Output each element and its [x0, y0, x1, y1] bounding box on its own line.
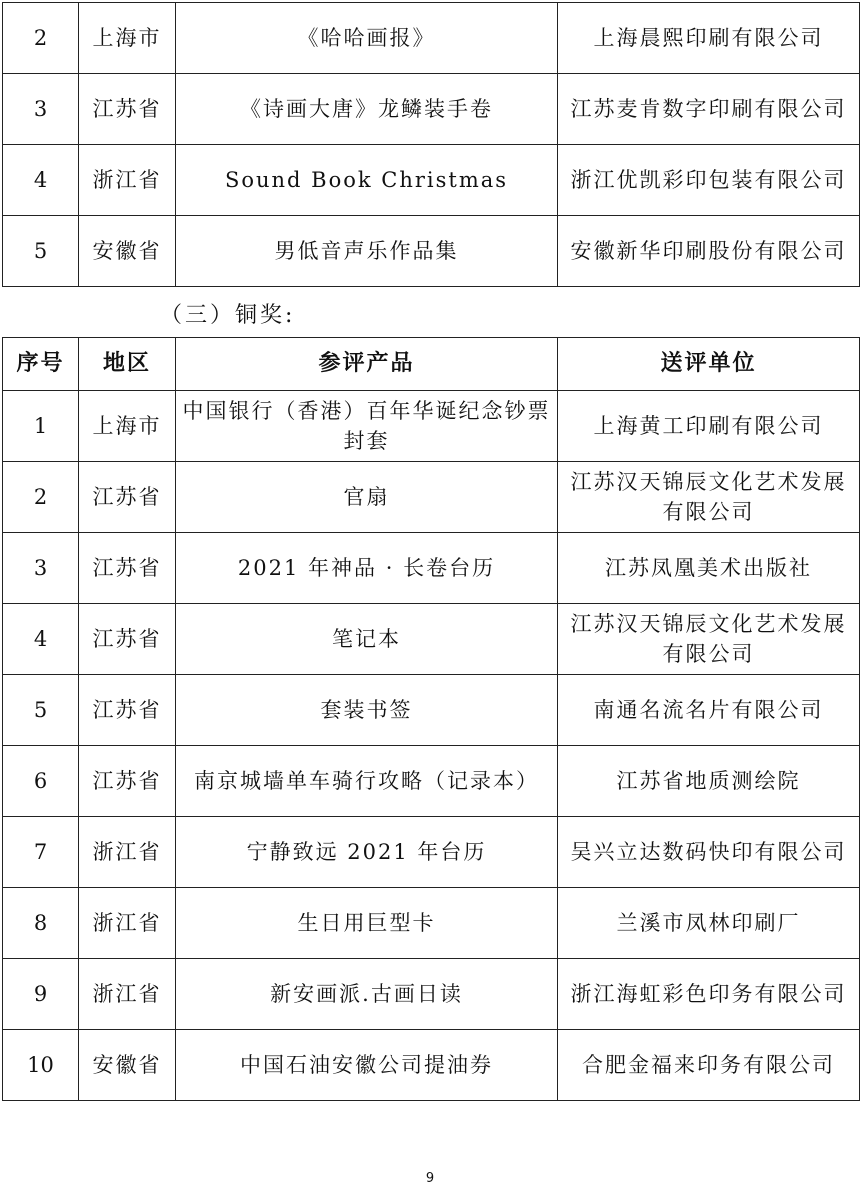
row-region: 安徽省 [79, 216, 176, 287]
row-product: Sound Book Christmas [176, 145, 558, 216]
row-number: 10 [3, 1030, 79, 1101]
row-number: 5 [3, 675, 79, 746]
header-number: 序号 [3, 338, 79, 391]
row-unit: 上海黄工印刷有限公司 [558, 391, 860, 462]
header-product: 参评产品 [176, 338, 558, 391]
table-row [3, 888, 860, 959]
row-region: 江苏省 [79, 533, 176, 604]
row-region: 江苏省 [79, 74, 176, 145]
row-unit: 浙江优凯彩印包装有限公司 [558, 145, 860, 216]
table-row [3, 746, 860, 817]
row-unit: 江苏省地质测绘院 [558, 746, 860, 817]
row-region: 江苏省 [79, 462, 176, 533]
row-region: 安徽省 [79, 1030, 176, 1101]
row-number: 2 [3, 3, 79, 74]
table-row [3, 391, 860, 462]
header-unit: 送评单位 [558, 338, 860, 391]
header-region: 地区 [79, 338, 176, 391]
row-product: 宁静致远 2021 年台历 [176, 817, 558, 888]
row-product: 男低音声乐作品集 [176, 216, 558, 287]
row-number: 2 [3, 462, 79, 533]
table-header-row [3, 338, 860, 391]
row-product: 笔记本 [176, 604, 558, 675]
table-row [3, 959, 860, 1030]
row-unit: 江苏汉天锦辰文化艺术发展有限公司 [558, 462, 860, 533]
row-product: 套装书签 [176, 675, 558, 746]
award-table-continued [2, 2, 860, 287]
row-product: 新安画派.古画日读 [176, 959, 558, 1030]
page-number: 9 [425, 1171, 435, 1186]
bronze-award-table [2, 337, 860, 1101]
row-product: 官扇 [176, 462, 558, 533]
table-row [3, 1030, 860, 1101]
row-region: 浙江省 [79, 145, 176, 216]
row-number: 6 [3, 746, 79, 817]
row-unit: 兰溪市凤林印刷厂 [558, 888, 860, 959]
row-unit: 江苏凤凰美术出版社 [558, 533, 860, 604]
row-number: 7 [3, 817, 79, 888]
table-row [3, 3, 860, 74]
section-heading: （三）铜奖: [160, 303, 296, 328]
row-unit: 合肥金福来印务有限公司 [558, 1030, 860, 1101]
table-row [3, 145, 860, 216]
row-unit: 江苏汉天锦辰文化艺术发展有限公司 [558, 604, 860, 675]
row-number: 5 [3, 216, 79, 287]
row-number: 9 [3, 959, 79, 1030]
row-region: 江苏省 [79, 675, 176, 746]
row-product: 《诗画大唐》龙鳞装手卷 [176, 74, 558, 145]
row-unit: 浙江海虹彩色印务有限公司 [558, 959, 860, 1030]
table-row [3, 74, 860, 145]
table-row [3, 675, 860, 746]
row-unit: 南通名流名片有限公司 [558, 675, 860, 746]
row-unit: 江苏麦肯数字印刷有限公司 [558, 74, 860, 145]
table-row [3, 462, 860, 533]
row-region: 浙江省 [79, 817, 176, 888]
row-region: 江苏省 [79, 604, 176, 675]
row-number: 1 [3, 391, 79, 462]
row-product: 中国石油安徽公司提油券 [176, 1030, 558, 1101]
table-row [3, 604, 860, 675]
table-row [3, 817, 860, 888]
table-row [3, 216, 860, 287]
row-product: 生日用巨型卡 [176, 888, 558, 959]
row-unit: 安徽新华印刷股份有限公司 [558, 216, 860, 287]
row-region: 浙江省 [79, 888, 176, 959]
row-region: 江苏省 [79, 746, 176, 817]
row-product: 《哈哈画报》 [176, 3, 558, 74]
row-unit: 吴兴立达数码快印有限公司 [558, 817, 860, 888]
table-row [3, 533, 860, 604]
row-unit: 上海晨熙印刷有限公司 [558, 3, 860, 74]
row-region: 浙江省 [79, 959, 176, 1030]
row-product: 中国银行（香港）百年华诞纪念钞票封套 [176, 391, 558, 462]
row-product: 南京城墙单车骑行攻略（记录本） [176, 746, 558, 817]
row-number: 3 [3, 74, 79, 145]
row-number: 8 [3, 888, 79, 959]
row-number: 3 [3, 533, 79, 604]
row-number: 4 [3, 604, 79, 675]
row-number: 4 [3, 145, 79, 216]
row-region: 上海市 [79, 391, 176, 462]
row-product: 2021 年神品 · 长卷台历 [176, 533, 558, 604]
row-region: 上海市 [79, 3, 176, 74]
